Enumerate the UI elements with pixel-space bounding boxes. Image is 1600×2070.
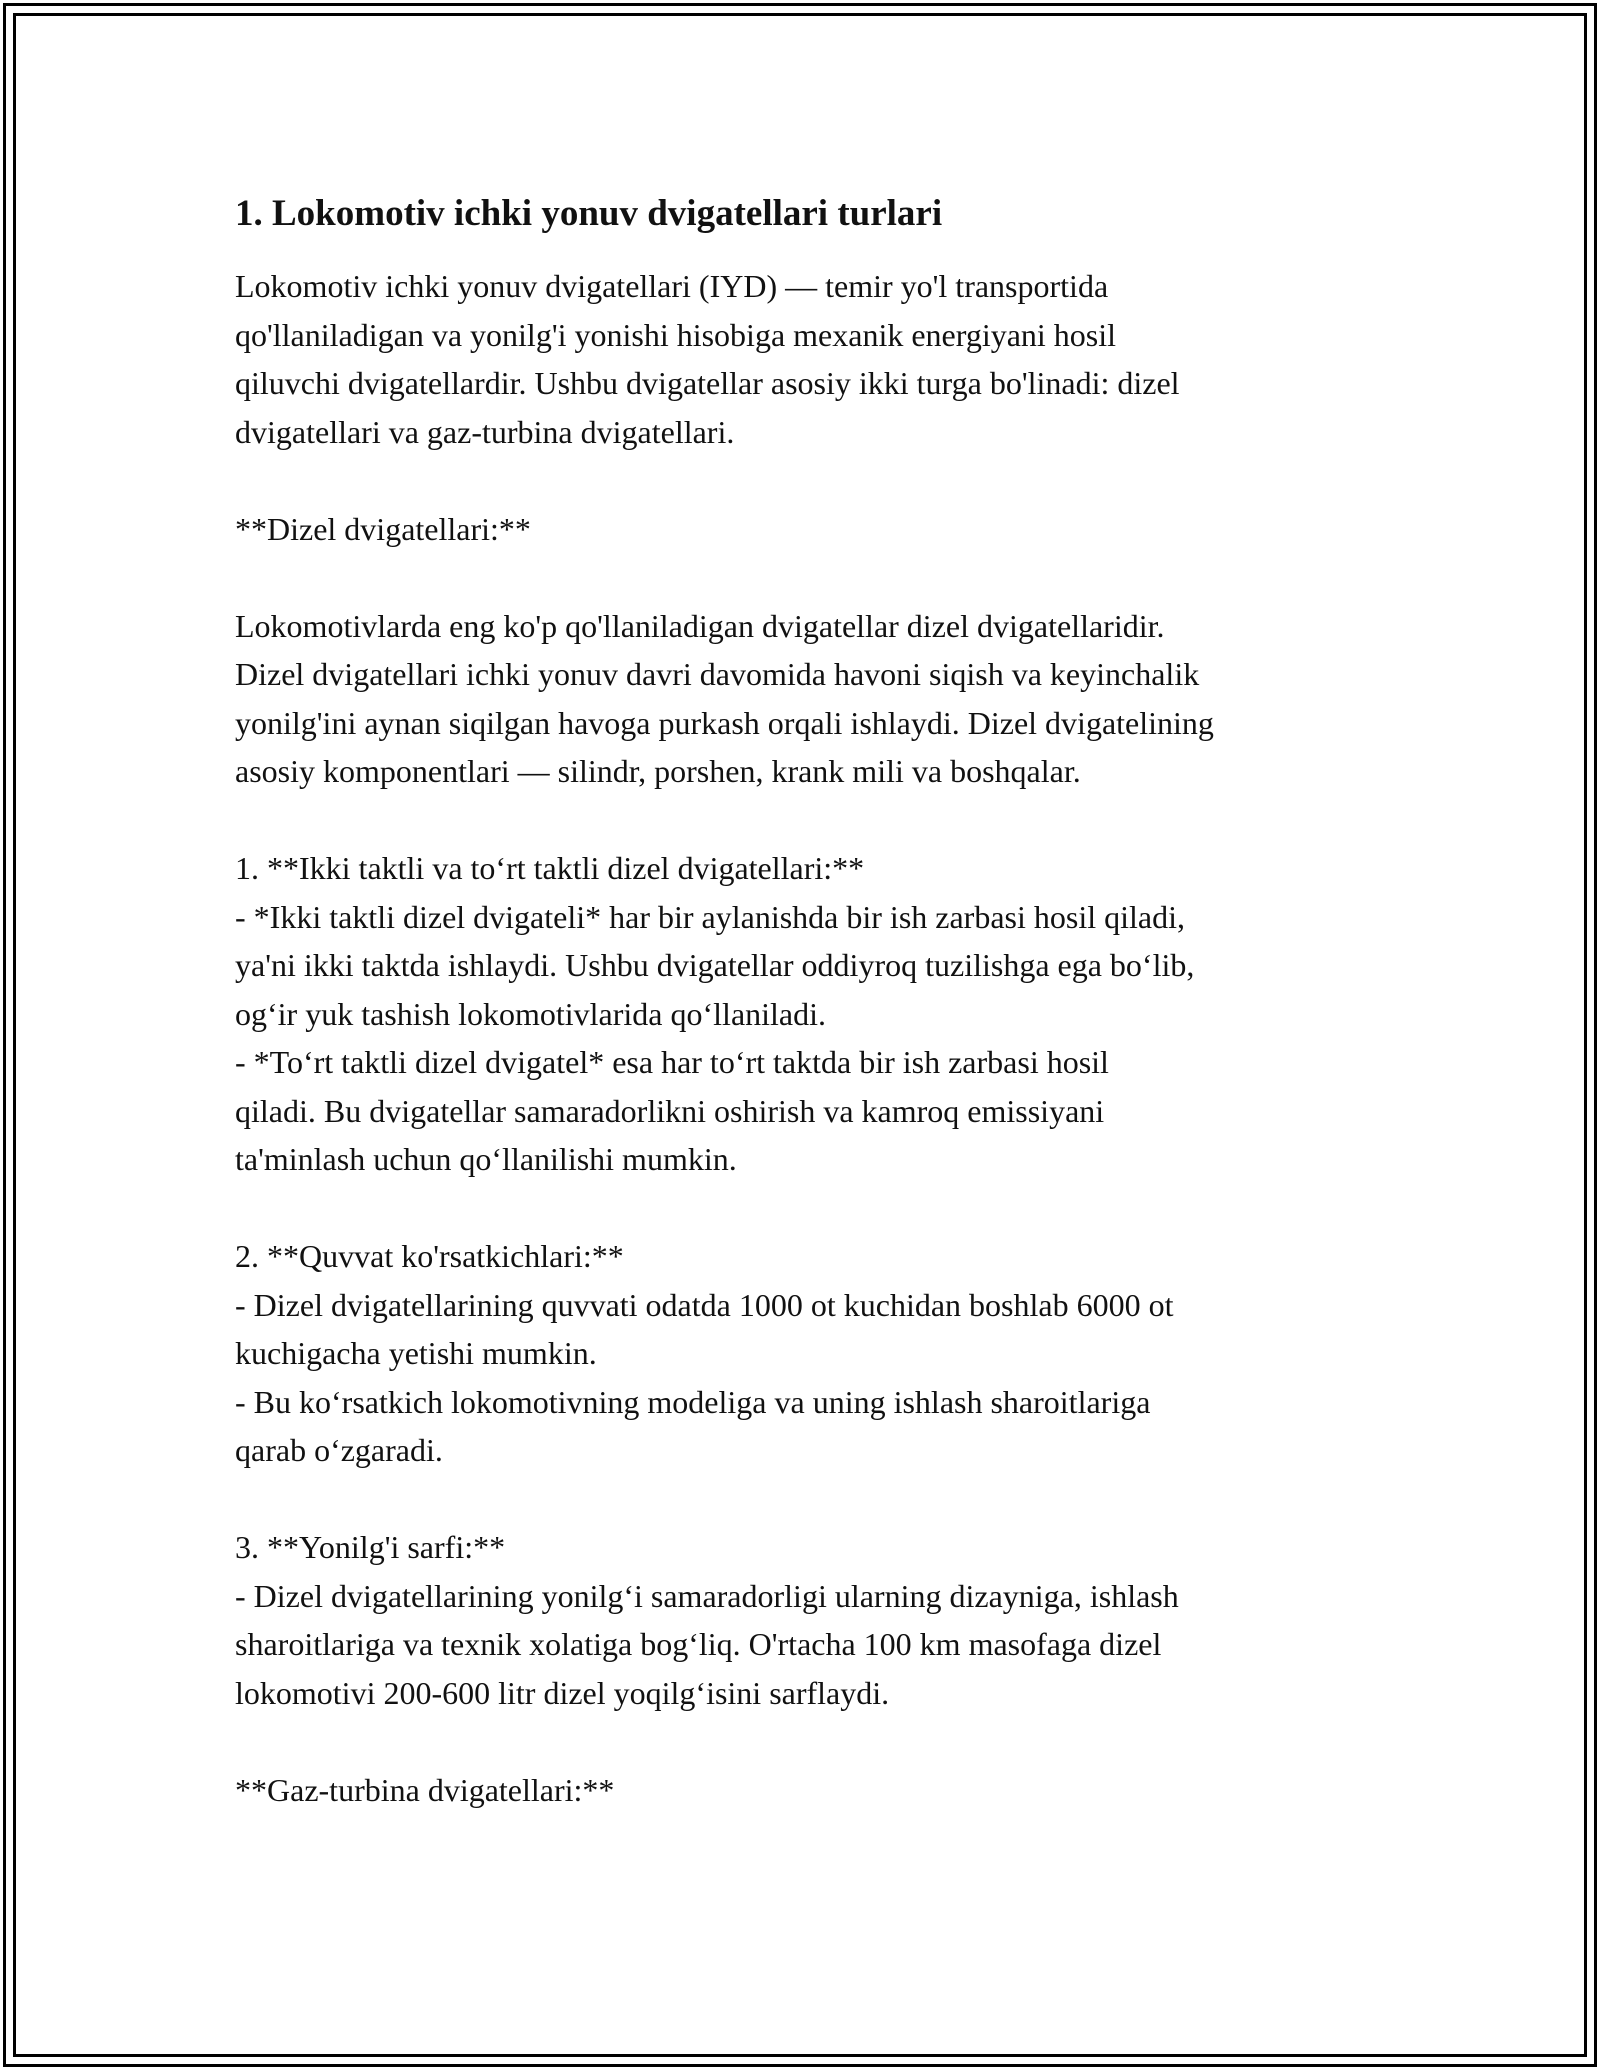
diesel-subheading: **Dizel dvigatellari:** <box>235 510 531 547</box>
stroke-types-item: 1. **Ikki taktli va to‘rt taktli dizel dvigatellari:** - *Ikki taktli dizel dvigateli* har bir aylanishda bir ish zarbasi hosil qiladi, ya'ni ikki taktda ishlaydi. Ushbu dvigatellar oddiyroq tuzilishga ega bo‘lib, og‘ir yuk tashish lokomotivlarida qo‘llaniladi. - *To‘rt taktli dizel dvigatel* esa har to‘rt taktda bir ish zarbasi hosil qiladi. Bu dvigatellar samaradorlikni oshirish va kamroq emissiyani ta'minlash uchun qo‘llanilishi mumkin. <box>235 850 1195 1177</box>
diesel-paragraph: Lokomotivlarda eng ko'p qo'llaniladigan dvigatellar dizel dvigatellaridir. Dizel dvigatellari ichki yonuv davri davomida havoni siqish va keyinchalik yonilg'ini aynan siqilgan havoga purkash orqali ishlaydi. Dizel dvigatelining asosiy komponentlari — silindr, porshen, krank mili va boshqalar. <box>235 607 1214 789</box>
section-heading: 1. Lokomotiv ichki yonuv dvigatellari turlari <box>235 193 943 234</box>
intro-paragraph: Lokomotiv ichki yonuv dvigatellari (IYD) — temir yo'l transportida qo'llaniladigan va yonilg'i yonishi hisobiga mexanik energiyani hosil qiluvchi dvigatellardir. Ushbu dvigatellar asosiy ikki turga bo'linadi: dizel dvigatellari va gaz-turbina dvigatellari. <box>235 268 1180 450</box>
document-body <box>235 190 1385 1863</box>
power-item: 2. **Quvvat ko'rsatkichlari:** - Dizel dvigatellarining quvvati odatda 1000 ot kuchidan boshlab 6000 ot kuchigacha yetishi mumkin. - Bu ko‘rsatkich lokomotivning modeliga va uning ishlash sharoitlariga qarab o‘zgaradi. <box>235 1238 1174 1468</box>
fuel-consumption-item: 3. **Yonilg'i sarfi:** - Dizel dvigatellarining yonilg‘i samaradorligi ularning dizayniga, ishlash sharoitlariga va texnik xolatiga bog‘liq. O'rtacha 100 km masofaga dizel lokomotivi 200-600 litr dizel yoqilg‘isini sarflaydi. <box>235 1529 1179 1711</box>
gas-turbine-subheading: **Gaz-turbina dvigatellari:** <box>235 1771 615 1808</box>
